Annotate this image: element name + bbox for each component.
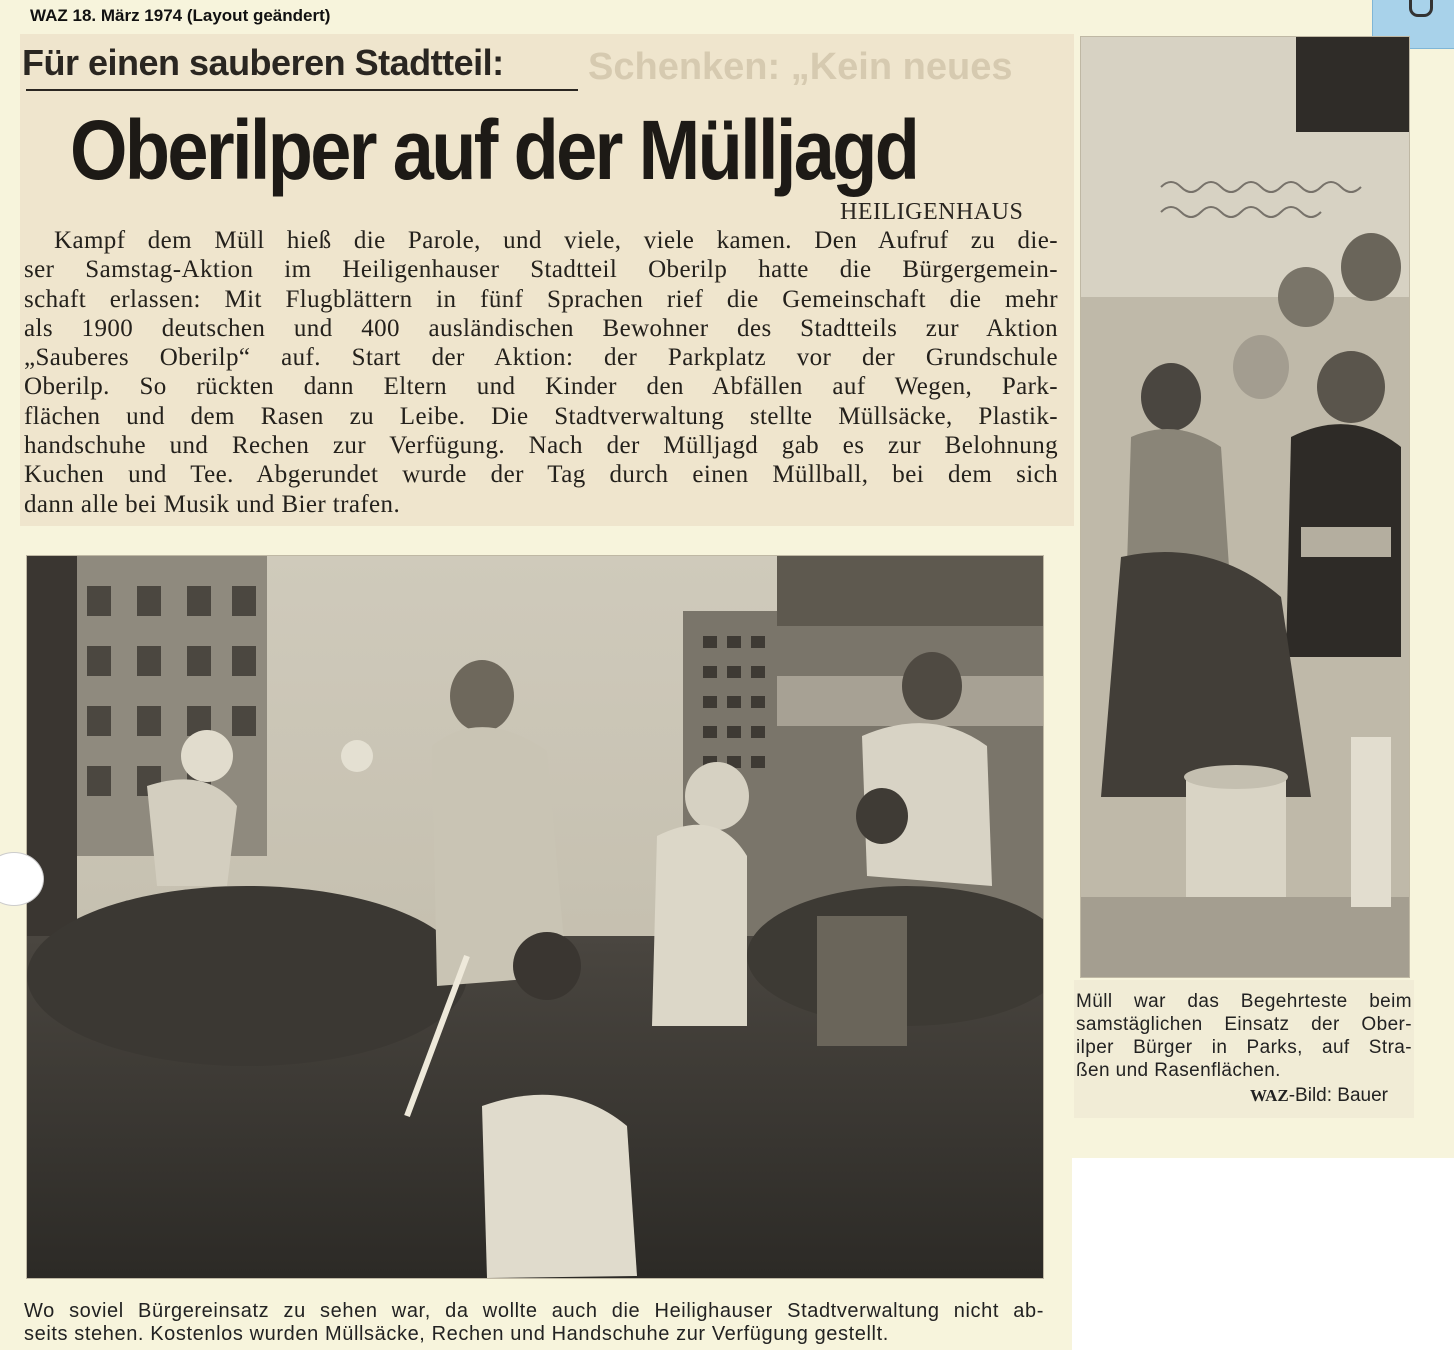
caption-line: Wo soviel Bürgereinsatz zu sehen war, da wollte auch die Heilighauser Stadtverwaltung nicht ab- (24, 1300, 1044, 1322)
body-line: Kuchen und Tee. Abgerundet wurde der Tag durch einen Müllball, bei dem sich (24, 461, 1058, 489)
body-line: schaft erlassen: Mit Flugblättern in fünf Sprachen rief die Gemeinschaft die mehr (24, 285, 1058, 313)
main-photo-caption (24, 1300, 1044, 1346)
body-line: handschuhe und Rechen zur Verfügung. Nach der Mülljagd gab es zur Belohnung (24, 432, 1058, 460)
article-dateline: HEILIGENHAUS (840, 199, 1024, 225)
credit-text: -Bild: Bauer (1288, 1085, 1389, 1106)
side-photo (1080, 36, 1410, 978)
body-line: Oberilp. So rückten dann Eltern und Kinder den Abfällen auf Wegen, Park- (24, 373, 1058, 401)
credit-brand: WAZ (1250, 1086, 1289, 1105)
tab-marker-icon (1409, 0, 1433, 17)
caption-line: samstäglichen Einsatz der Ober- (1076, 1014, 1412, 1035)
caption-line: ßen und Rasenflächen. (1076, 1060, 1281, 1081)
main-photo (26, 555, 1044, 1279)
body-line: Kampf dem Müll hieß die Parole, und viele, viele kamen. Den Aufruf zu die- (54, 227, 1058, 254)
bleed-through-text: Schenken: „Kein neues (588, 46, 1013, 88)
article-body (24, 226, 1058, 519)
photo-credit (1250, 1085, 1388, 1107)
source-note: WAZ 18. März 1974 (Layout geändert) (30, 6, 331, 25)
body-line: als 1900 deutschen und 400 ausländischen Bewohner des Stadtteils zur Aktion (24, 314, 1058, 342)
caption-line: Müll war das Begehrteste beim (1076, 991, 1412, 1012)
kicker-divider (26, 89, 578, 91)
body-line: „Sauberes Oberilp“ auf. Start der Aktion: der Parkplatz vor der Grundschule (24, 344, 1058, 372)
article-kicker: Für einen sauberen Stadtteil: (22, 42, 504, 83)
blank-area (1072, 1158, 1454, 1350)
side-photo-caption (1076, 990, 1412, 1082)
caption-line: ilper Bürger in Parks, auf Stra- (1076, 1037, 1412, 1058)
caption-line: seits stehen. Kostenlos wurden Müllsäcke, Rechen und Handschuhe zur Verfügung gestellt. (24, 1323, 889, 1345)
body-line: ser Samstag-Aktion im Heiligenhauser Stadtteil Oberilp hatte die Bürgergemein- (24, 256, 1058, 284)
body-line: flächen und dem Rasen zu Leibe. Die Stadtverwaltung stellte Müllsäcke, Plastik- (24, 402, 1058, 430)
body-line: dann alle bei Musik und Bier trafen. (24, 490, 401, 518)
article-headline: Oberilper auf der Mülljagd (70, 103, 918, 197)
